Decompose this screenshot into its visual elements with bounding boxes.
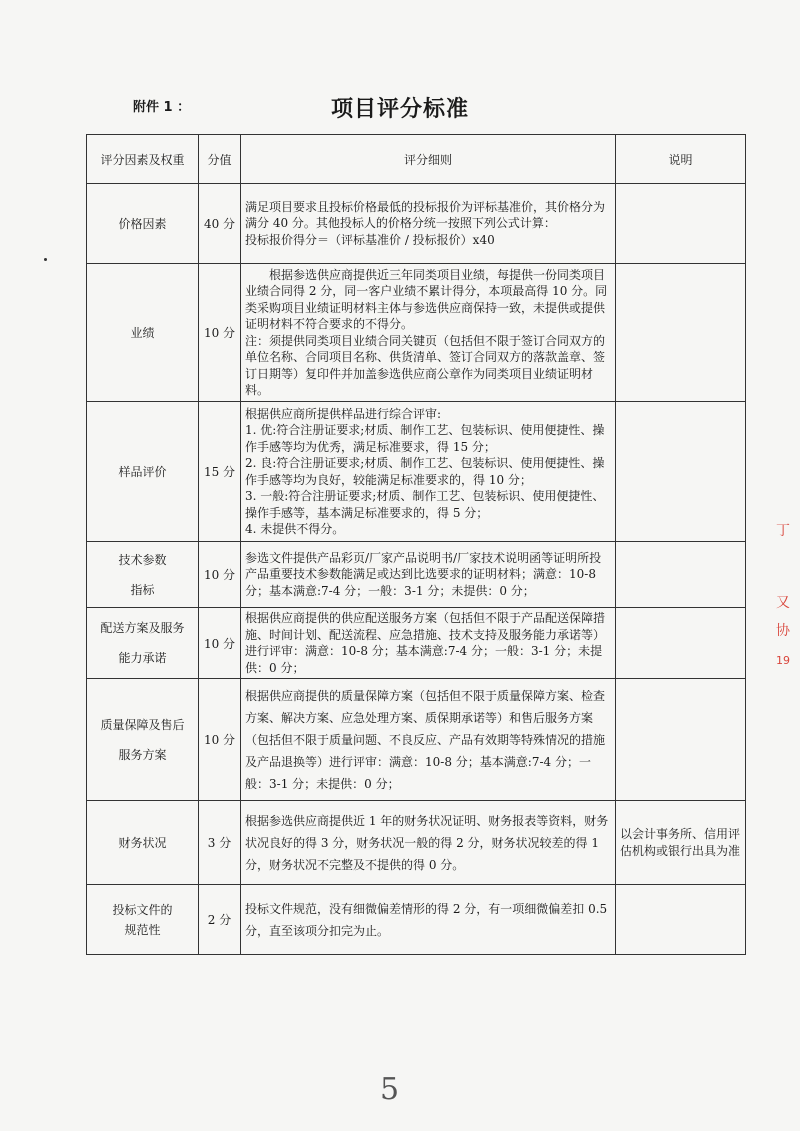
table-row [87, 402, 746, 542]
row-note [616, 679, 746, 801]
row-note [616, 184, 746, 264]
table-row [87, 184, 746, 264]
detail-line: 参选文件提供产品彩页/厂家产品说明书/厂家技术说明函等证明所投产品重要技术参数能满足或达到比选要求的证明材料；满意：10-8 分；基本满意:7-4 分；一般：3-1 分；未提供：0 分； [245, 550, 602, 598]
row-score: 10 分 [199, 608, 241, 679]
detail-line: 根据供应商提供的供应配送服务方案（包括但不限于产品配送保障措施、时间计划、配送流程、应急措施、技术支持及服务能力承诺等）进行评审：满意：10-8 分；基本满意:7-4 分；一般：3-1 分；未提供：0 分； [245, 611, 606, 675]
detail-line: 根据参选供应商提供近 1 年的财务状况证明、财务报表等资料，财务状况良好的得 3 分，财务状况一般的得 2 分，财务状况较差的得 1 分，财务状况不完整及不提供的得 0 分。 [245, 813, 609, 872]
red-seal-fragment [768, 520, 800, 690]
col-header-score: 分值 [199, 135, 241, 184]
row-score: 2 分 [199, 885, 241, 955]
seal-char: 丁 [776, 523, 790, 539]
row-detail [241, 184, 616, 264]
detail-line: 根据供应商所提供样品进行综合评审: [245, 406, 442, 421]
row-score: 15 分 [199, 402, 241, 542]
row-score: 40 分 [199, 184, 241, 264]
row-note [616, 542, 746, 608]
seal-char: 又 [776, 595, 790, 611]
table-row [87, 608, 746, 679]
row-score: 10 分 [199, 264, 241, 402]
row-detail [241, 542, 616, 608]
col-header-note: 说明 [616, 135, 746, 184]
factor-line: 服务方案 [118, 747, 167, 762]
row-score: 10 分 [199, 542, 241, 608]
row-factor [87, 679, 199, 801]
row-factor: 业绩 [87, 264, 199, 402]
table-row [87, 885, 746, 955]
detail-line: 2. 良:符合注册证要求;材质、制作工艺、包装标识、使用便捷性、操作手感等均为良好，较能满足标准要求的，得 10 分； [245, 456, 605, 487]
detail-line: 投标文件规范，没有细微偏差情形的得 2 分，有一项细微偏差扣 0.5 分，直至该项分扣完为止。 [245, 901, 608, 938]
row-factor [87, 885, 199, 955]
row-note [616, 885, 746, 955]
factor-line: 投标文件的 [112, 902, 173, 917]
row-note [616, 402, 746, 542]
row-factor: 样品评价 [87, 402, 199, 542]
col-header-detail: 评分细则 [241, 135, 616, 184]
row-detail [241, 608, 616, 679]
row-score: 3 分 [199, 801, 241, 885]
detail-line: 4. 未提供不得分。 [245, 522, 345, 536]
table-row [87, 264, 746, 402]
table-header-row [87, 135, 746, 184]
row-factor: 财务状况 [87, 801, 199, 885]
factor-line: 规范性 [124, 922, 161, 937]
detail-line: 根据供应商提供的质量保障方案（包括但不限于质量保障方案、检查方案、解决方案、应急处理方案、质保期承诺等）和售后服务方案（包括但不限于质量问题、不良反应、产品有效期等特殊情况的措施及产品退换等）进行评审：满意：10-8 分；基本满意:7-4 分；一般：3-1 分；未提供：0 分； [245, 688, 606, 791]
table-row [87, 801, 746, 885]
factor-line: 质量保障及售后 [100, 717, 185, 732]
detail-line: 投标报价得分＝（评标基准价 / 投标报价）x40 [245, 232, 495, 247]
row-score: 10 分 [199, 679, 241, 801]
detail-line: 1. 优:符合注册证要求;材质、制作工艺、包装标识、使用便捷性、操作手感等均为优秀，满足标准要求，得 15 分； [245, 423, 605, 454]
factor-line: 技术参数 [118, 552, 167, 567]
row-factor: 价格因素 [87, 184, 199, 264]
stray-dot [44, 258, 47, 261]
detail-line: 注：须提供同类项目业绩合同关键页（包括但不限于签订合同双方的单位名称、合同项目名称、供货清单、签订合同双方的落款盖章、签订日期等）复印件并加盖参选供应商公章作为同类项目业绩证明材料。 [245, 333, 606, 397]
row-factor [87, 542, 199, 608]
attachment-label: 附件 1 ： [133, 100, 191, 115]
factor-line: 能力承诺 [118, 651, 167, 665]
row-detail [241, 885, 616, 955]
detail-line: 3. 一般:符合注册证要求;材质、制作工艺、包装标识、使用便捷性、操作手感等，基本满足标准要求的，得 5 分； [245, 489, 605, 520]
row-note: 以会计事务所、信用评估机构或银行出具为准 [616, 801, 746, 885]
row-detail [241, 402, 616, 542]
detail-line: 根据参选供应商提供近三年同类项目业绩，每提供一份同类项目业绩合同得 2 分，同一客户业绩不累计得分，本项最高得 10 分。同类采购项目业绩证明材料主体与参选供应商保持一致，未提供或提供证明材料不符合要求的不得分。 [245, 267, 608, 331]
scoring-table [86, 134, 746, 955]
row-detail [241, 679, 616, 801]
seal-char: 协 [776, 623, 790, 639]
detail-line: 满足项目要求且投标价格最低的投标报价为评标基准价，其价格分为满分 40 分。其他投标人的价格分统一按照下列公式计算： [245, 199, 606, 231]
row-detail [241, 801, 616, 885]
page-title: 项目评分标准 [330, 97, 469, 122]
row-factor [87, 608, 199, 679]
col-header-factor: 评分因素及权重 [87, 135, 199, 184]
handwritten-page-mark: 5 [380, 1072, 400, 1107]
table-row [87, 542, 746, 608]
row-note [616, 264, 746, 402]
seal-char: 19 [776, 654, 790, 667]
factor-line: 配送方案及服务 [100, 621, 185, 635]
row-note [616, 608, 746, 679]
row-detail [241, 264, 616, 402]
table-row [87, 679, 746, 801]
factor-line: 指标 [130, 582, 155, 597]
